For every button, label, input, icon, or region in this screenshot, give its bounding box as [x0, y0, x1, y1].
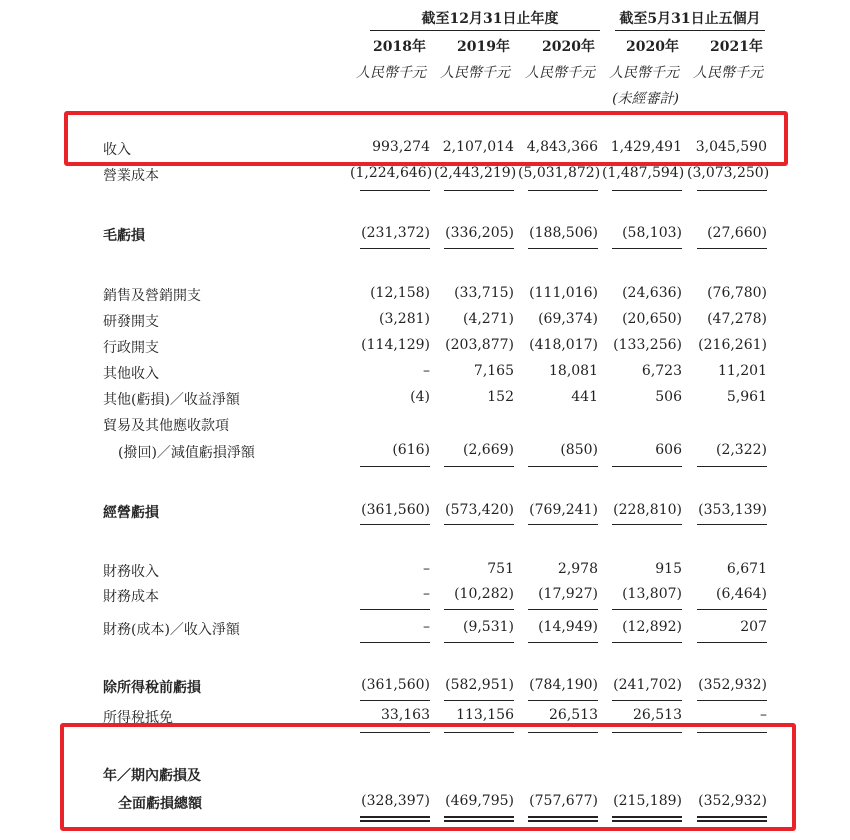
table-cell: (336,205): [445, 225, 514, 241]
row-label: 財務(成本)／收入淨額: [103, 622, 240, 638]
double-underline-rule: [697, 816, 767, 822]
underline-rule: [612, 609, 682, 610]
underline-rule: [528, 466, 598, 467]
underline-rule: [697, 190, 767, 191]
table-cell: (6,464): [715, 586, 767, 602]
underline-rule: [612, 524, 682, 525]
col-header-year: 2018年: [373, 39, 426, 55]
table-cell: (47,278): [707, 311, 767, 327]
table-cell: 207: [740, 619, 767, 635]
table-cell: –: [760, 707, 767, 723]
table-cell: (14,949): [538, 619, 598, 635]
underline-rule: [360, 248, 430, 249]
underline-rule: [528, 609, 598, 610]
table-cell: (352,932): [698, 793, 767, 809]
row-label: 全面虧損總額: [118, 796, 202, 812]
underline-rule: [360, 190, 430, 191]
table-cell: (9,531): [462, 619, 514, 635]
col-header-unit: 人民幣千元: [693, 65, 763, 81]
underline-rule: [360, 466, 430, 467]
col-header-unit: 人民幣千元: [440, 65, 510, 81]
table-cell: (469,795): [445, 793, 514, 809]
underline-rule: [697, 248, 767, 249]
row-label: 年／期內虧損及: [103, 768, 201, 784]
table-cell: (3,281): [378, 311, 430, 327]
table-cell: (3,073,250): [687, 165, 770, 181]
table-cell: (616): [392, 442, 430, 458]
underline-rule: [697, 524, 767, 525]
col-header-year: 2020年: [626, 39, 679, 55]
col-header-year: 2020年: [542, 39, 595, 55]
table-cell: (10,282): [454, 586, 514, 602]
table-cell: (4): [410, 389, 430, 405]
double-underline-rule: [444, 816, 514, 822]
table-cell: 2,978: [557, 561, 598, 577]
underline-rule: [528, 732, 598, 733]
table-cell: 5,961: [726, 389, 767, 405]
table-cell: (27,660): [707, 225, 767, 241]
table-cell: –: [423, 586, 430, 602]
row-label: 研發開支: [103, 314, 159, 330]
table-cell: (231,372): [361, 225, 430, 241]
col-header-unit: 人民幣千元: [356, 65, 426, 81]
table-cell: (12,892): [622, 619, 682, 635]
table-cell: (114,129): [361, 337, 430, 353]
table-cell: (361,560): [361, 677, 430, 693]
table-cell: (757,677): [529, 793, 598, 809]
table-cell: (69,374): [538, 311, 598, 327]
row-label: 經營虧損: [103, 505, 159, 521]
underline-rule: [444, 700, 514, 701]
table-cell: (20,650): [622, 311, 682, 327]
table-cell: (215,189): [613, 793, 682, 809]
table-cell: (13,807): [622, 586, 682, 602]
row-label: 貿易及其他應收款項: [103, 418, 229, 434]
table-cell: (76,780): [707, 285, 767, 301]
table-cell: (203,877): [445, 337, 514, 353]
underline-rule: [360, 524, 430, 525]
table-cell: (133,256): [613, 337, 682, 353]
underline-rule: [612, 248, 682, 249]
table-cell: 993,274: [372, 139, 430, 155]
table-cell: (228,810): [613, 502, 682, 518]
row-label: 所得稅抵免: [103, 710, 173, 726]
row-label: 除所得稅前虧損: [103, 680, 201, 696]
table-cell: 18,081: [549, 363, 598, 379]
table-cell: (188,506): [529, 225, 598, 241]
row-label: 營業成本: [103, 168, 159, 184]
table-cell: (1,487,594): [602, 165, 685, 181]
underline-rule: [528, 248, 598, 249]
underline-rule: [697, 700, 767, 701]
underline-rule: [444, 609, 514, 610]
col-header-unit: 人民幣千元: [525, 65, 595, 81]
underline-rule: [612, 700, 682, 701]
table-cell: 6,723: [641, 363, 682, 379]
underline-rule: [360, 642, 430, 643]
underline-rule: [612, 642, 682, 643]
table-cell: (352,932): [698, 677, 767, 693]
double-underline-rule: [612, 816, 682, 822]
table-cell: (418,017): [529, 337, 598, 353]
table-cell: 11,201: [718, 363, 767, 379]
table-cell: (4,271): [462, 311, 514, 327]
table-cell: (17,927): [538, 586, 598, 602]
table-cell: 506: [655, 389, 682, 405]
table-cell: (2,322): [715, 442, 767, 458]
underline-rule: [528, 524, 598, 525]
underline-rule: [360, 609, 430, 610]
table-cell: 152: [487, 389, 514, 405]
row-label: 財務收入: [103, 564, 159, 580]
row-label: (撥回)／減值虧損淨額: [118, 445, 255, 461]
table-cell: (582,951): [445, 677, 514, 693]
table-cell: (5,031,872): [518, 165, 601, 181]
underline-rule: [444, 248, 514, 249]
table-cell: 33,163: [381, 707, 430, 723]
underline-rule: [697, 466, 767, 467]
double-underline-rule: [360, 816, 430, 822]
row-label: 行政開支: [103, 340, 159, 356]
underline-rule: [444, 732, 514, 733]
row-label: 其他(虧損)／收益淨額: [103, 392, 240, 408]
table-cell: 1,429,491: [610, 139, 682, 155]
table-cell: (769,241): [529, 502, 598, 518]
table-cell: (2,669): [462, 442, 514, 458]
table-cell: (573,420): [445, 502, 514, 518]
table-cell: 26,513: [633, 707, 682, 723]
underline-rule: [360, 732, 430, 733]
table-cell: (24,636): [622, 285, 682, 301]
row-label: 財務成本: [103, 589, 159, 605]
row-label: 毛虧損: [103, 228, 145, 244]
header-group-five-months-rule: [615, 30, 765, 31]
table-cell: 4,843,366: [526, 139, 598, 155]
underline-rule: [444, 466, 514, 467]
table-cell: 606: [655, 442, 682, 458]
table-cell: (12,158): [370, 285, 430, 301]
row-label: 銷售及營銷開支: [103, 288, 201, 304]
header-group-five-months: 截至5月31日止五個月: [619, 11, 761, 27]
underline-rule: [697, 642, 767, 643]
underline-rule: [612, 732, 682, 733]
underline-rule: [697, 732, 767, 733]
underline-rule: [444, 524, 514, 525]
table-cell: –: [423, 619, 430, 635]
table-cell: (241,702): [613, 677, 682, 693]
header-group-fiscal-year: 截至12月31日止年度: [421, 11, 559, 27]
underline-rule: [528, 642, 598, 643]
table-cell: 2,107,014: [442, 139, 514, 155]
table-cell: –: [423, 363, 430, 379]
table-cell: 26,513: [549, 707, 598, 723]
table-cell: (784,190): [529, 677, 598, 693]
row-label: 其他收入: [103, 366, 159, 382]
col-header-year: 2021年: [710, 39, 763, 55]
header-group-fiscal-year-rule: [370, 30, 600, 31]
underline-rule: [612, 190, 682, 191]
table-cell: 6,671: [726, 561, 767, 577]
table-cell: (850): [560, 442, 598, 458]
table-cell: (33,715): [454, 285, 514, 301]
underline-rule: [612, 466, 682, 467]
table-cell: 751: [487, 561, 514, 577]
table-cell: (58,103): [622, 225, 682, 241]
table-cell: 915: [655, 561, 682, 577]
table-cell: (1,224,646): [350, 165, 433, 181]
underline-rule: [697, 609, 767, 610]
col-header-unaudited: (未經審計): [612, 91, 679, 107]
table-cell: (361,560): [361, 502, 430, 518]
underline-rule: [444, 642, 514, 643]
table-cell: 7,165: [473, 363, 514, 379]
table-cell: (328,397): [361, 793, 430, 809]
col-header-year: 2019年: [457, 39, 510, 55]
table-cell: 441: [571, 389, 598, 405]
row-label: 收入: [103, 142, 131, 158]
table-cell: –: [423, 561, 430, 577]
col-header-unit: 人民幣千元: [609, 65, 679, 81]
table-cell: 113,156: [456, 707, 514, 723]
double-underline-rule: [528, 816, 598, 822]
underline-rule: [360, 700, 430, 701]
table-cell: (111,016): [529, 285, 598, 301]
table-cell: (216,261): [698, 337, 767, 353]
underline-rule: [528, 700, 598, 701]
table-cell: (353,139): [698, 502, 767, 518]
table-cell: (2,443,219): [434, 165, 517, 181]
table-cell: 3,045,590: [695, 139, 767, 155]
underline-rule: [444, 190, 514, 191]
underline-rule: [528, 190, 598, 191]
